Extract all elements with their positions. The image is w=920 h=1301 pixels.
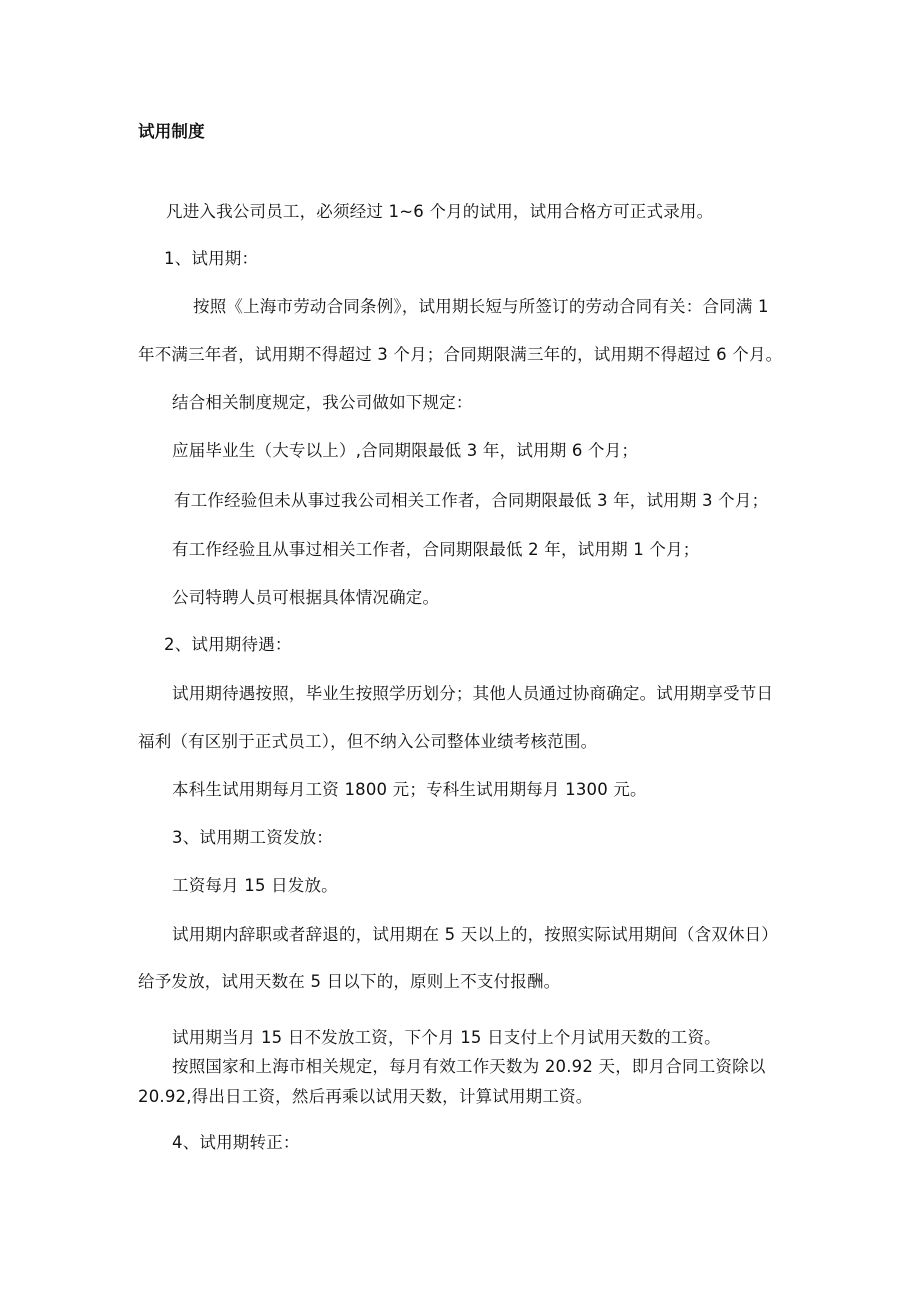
paragraph-line: 福利（有区别于正式员工），但不纳入公司整体业绩考核范围。 [138,732,598,751]
paragraph-line: 公司特聘人员可根据具体情况确定。 [172,588,440,607]
paragraph-line: 年不满三年者，试用期不得超过 3 个月；合同期限满三年的，试用期不得超过 6 个月。 [138,345,783,364]
section-heading-3: 3、试用期工资发放： [172,828,333,847]
paragraph-line: 20.92,得出日工资，然后再乘以试用天数，计算试用期工资。 [138,1087,593,1106]
paragraph-line: 有工作经验但未从事过我公司相关工作者，合同期限最低 3 年，试用期 3 个月； [174,491,769,510]
paragraph-line: 结合相关制度规定，我公司做如下规定： [172,393,473,412]
paragraph-line: 工资每月 15 日发放。 [172,876,338,895]
paragraph-intro: 凡进入我公司员工，必须经过 1~6 个月的试用，试用合格方可正式录用。 [166,202,714,221]
section-heading-4: 4、试用期转正： [172,1133,300,1152]
paragraph-line: 按照《上海市劳动合同条例》，试用期长短与所签订的劳动合同有关：合同满 1 [193,297,769,316]
document-title: 试用制度 [138,122,205,141]
paragraph-line: 本科生试用期每月工资 1800 元；专科生试用期每月 1300 元。 [172,780,647,799]
paragraph-line: 给予发放，试用天数在 5 日以下的，原则上不支付报酬。 [138,972,561,991]
section-heading-1: 1、试用期： [164,249,259,268]
paragraph-line: 试用期内辞职或者辞退的，试用期在 5 天以上的，按照实际试用期间（含双休日） [172,925,779,944]
section-heading-2: 2、试用期待遇： [164,635,292,654]
paragraph-line: 试用期当月 15 日不发放工资，下个月 15 日支付上个月试用天数的工资。 [172,1028,721,1047]
paragraph-line: 试用期待遇按照，毕业生按照学历划分；其他人员通过协商确定。试用期享受节日 [172,684,774,703]
paragraph-line: 有工作经验且从事过相关工作者，合同期限最低 2 年，试用期 1 个月； [172,540,700,559]
paragraph-line: 按照国家和上海市相关规定，每月有效工作天数为 20.92 天，即月合同工资除以 [172,1057,766,1076]
paragraph-line: 应届毕业生（大专以上）,合同期限最低 3 年，试用期 6 个月； [172,441,639,460]
